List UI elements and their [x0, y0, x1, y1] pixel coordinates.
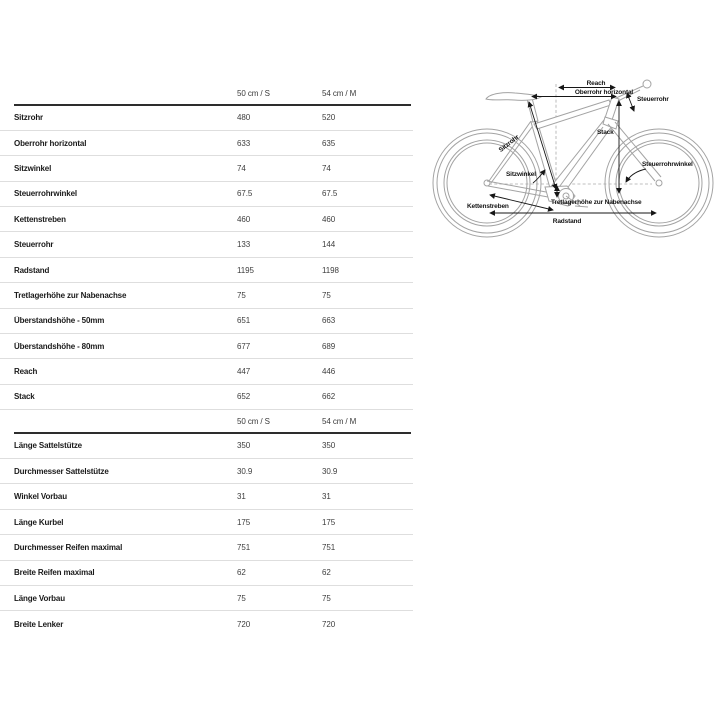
row-value: 677: [237, 341, 251, 351]
row-value: 720: [322, 619, 336, 629]
diagram-label-sitzwinkel: Sitzwinkel: [506, 171, 536, 178]
row-value: 652: [237, 392, 251, 402]
row-value: 751: [237, 542, 251, 552]
table-row: [0, 106, 413, 131]
table-row: [0, 334, 413, 359]
row-value: 62: [322, 568, 331, 578]
column-header: 50 cm / S: [237, 89, 270, 99]
table-row: [0, 309, 413, 334]
table-header-row: [0, 410, 413, 434]
row-value: 67.5: [322, 189, 338, 199]
row-label: Länge Kurbel: [14, 517, 64, 527]
row-value: 1198: [322, 265, 339, 275]
row-label: Steuerrohr: [14, 240, 54, 250]
front-wheel: [605, 129, 713, 237]
diagram-label-steuerrohrwinkel: Steuerrohrwinkel: [642, 161, 693, 168]
row-label: Winkel Vorbau: [14, 492, 67, 502]
row-value: 460: [322, 214, 336, 224]
row-label: Länge Vorbau: [14, 593, 65, 603]
row-value: 74: [237, 163, 246, 173]
row-label: Durchmesser Reifen maximal: [14, 542, 123, 552]
diagram-label-oberrohr: Oberrohr horizontal: [574, 89, 634, 96]
row-label: Breite Reifen maximal: [14, 568, 95, 578]
table-row: [0, 611, 413, 636]
row-value: 133: [237, 240, 251, 250]
row-label: Radstand: [14, 265, 50, 275]
column-header: 54 cm / M: [322, 89, 357, 99]
row-value: 446: [322, 367, 336, 377]
table-row: [0, 207, 413, 232]
row-value: 175: [237, 517, 251, 527]
row-label: Reach: [14, 367, 38, 377]
row-value: 350: [322, 441, 336, 451]
table-row: [0, 359, 413, 384]
table-row: [0, 561, 413, 586]
steuerrohrwinkel-angle-arc: [626, 169, 646, 182]
table-row: [0, 484, 413, 509]
table-row: [0, 182, 413, 207]
row-value: 751: [322, 542, 336, 552]
row-value: 67.5: [237, 189, 253, 199]
diagram-label-radstand: Radstand: [552, 218, 582, 225]
row-value: 75: [237, 593, 246, 603]
table-row: [0, 434, 413, 459]
table-row: [0, 258, 413, 283]
row-value: 62: [237, 568, 246, 578]
row-value: 635: [322, 138, 336, 148]
rear-wheel: [433, 129, 541, 237]
table-row: [0, 510, 413, 535]
row-value: 689: [322, 341, 336, 351]
row-label: Sitzwinkel: [14, 163, 52, 173]
table-row: [0, 535, 413, 560]
row-value: 75: [322, 593, 331, 603]
table-row: [0, 459, 413, 484]
row-label: Kettenstreben: [14, 214, 66, 224]
row-value: 175: [322, 517, 336, 527]
row-value: 1195: [237, 265, 254, 275]
row-value: 144: [322, 240, 336, 250]
diagram-label-kettenstreben: Kettenstreben: [467, 203, 509, 210]
diagram-label-sitzrohr: Sitzrohr: [497, 133, 521, 154]
saddle: [486, 93, 541, 122]
geometry-table: [0, 82, 413, 637]
diagram-label-reach: Reach: [586, 80, 606, 87]
row-value: 74: [322, 163, 331, 173]
row-value: 75: [322, 290, 331, 300]
row-label: Durchmesser Sattelstütze: [14, 466, 109, 476]
table-row: [0, 385, 413, 410]
diagram-label-steuerrohr: Steuerrohr: [637, 96, 669, 103]
row-value: 30.9: [322, 466, 338, 476]
row-label: Oberrohr horizontal: [14, 138, 87, 148]
row-label: Länge Sattelstütze: [14, 441, 82, 451]
row-value: 31: [322, 492, 331, 502]
column-header: 50 cm / S: [237, 417, 270, 427]
row-label: Sitzrohr: [14, 113, 44, 123]
row-value: 651: [237, 316, 251, 326]
row-label: Steuerrohrwinkel: [14, 189, 77, 199]
row-value: 75: [237, 290, 246, 300]
row-value: 663: [322, 316, 336, 326]
row-label: Überstandshöhe - 80mm: [14, 341, 105, 351]
table-row: [0, 283, 413, 308]
row-value: 520: [322, 113, 336, 123]
table-row: [0, 131, 413, 156]
diagram-label-tretlagerhoehe: Tretlagerhöhe zur Nabenachse: [551, 199, 642, 206]
row-value: 720: [237, 619, 251, 629]
table-row: [0, 232, 413, 257]
row-value: 662: [322, 392, 336, 402]
row-value: 31: [237, 492, 246, 502]
row-value: 480: [237, 113, 251, 123]
bike-geometry-diagram: [425, 55, 720, 255]
row-value: 633: [237, 138, 251, 148]
row-value: 30.9: [237, 466, 253, 476]
row-label: Breite Lenker: [14, 619, 64, 629]
row-label: Tretlagerhöhe zur Nabenachse: [14, 290, 127, 300]
table-header-row: [0, 82, 413, 106]
table-row: [0, 156, 413, 181]
table-row: [0, 586, 413, 611]
row-value: 447: [237, 367, 251, 377]
row-value: 460: [237, 214, 251, 224]
diagram-label-stack: Stack: [597, 129, 614, 136]
row-label: Überstandshöhe - 50mm: [14, 316, 105, 326]
row-value: 350: [237, 441, 251, 451]
column-header: 54 cm / M: [322, 417, 357, 427]
row-label: Stack: [14, 392, 35, 402]
